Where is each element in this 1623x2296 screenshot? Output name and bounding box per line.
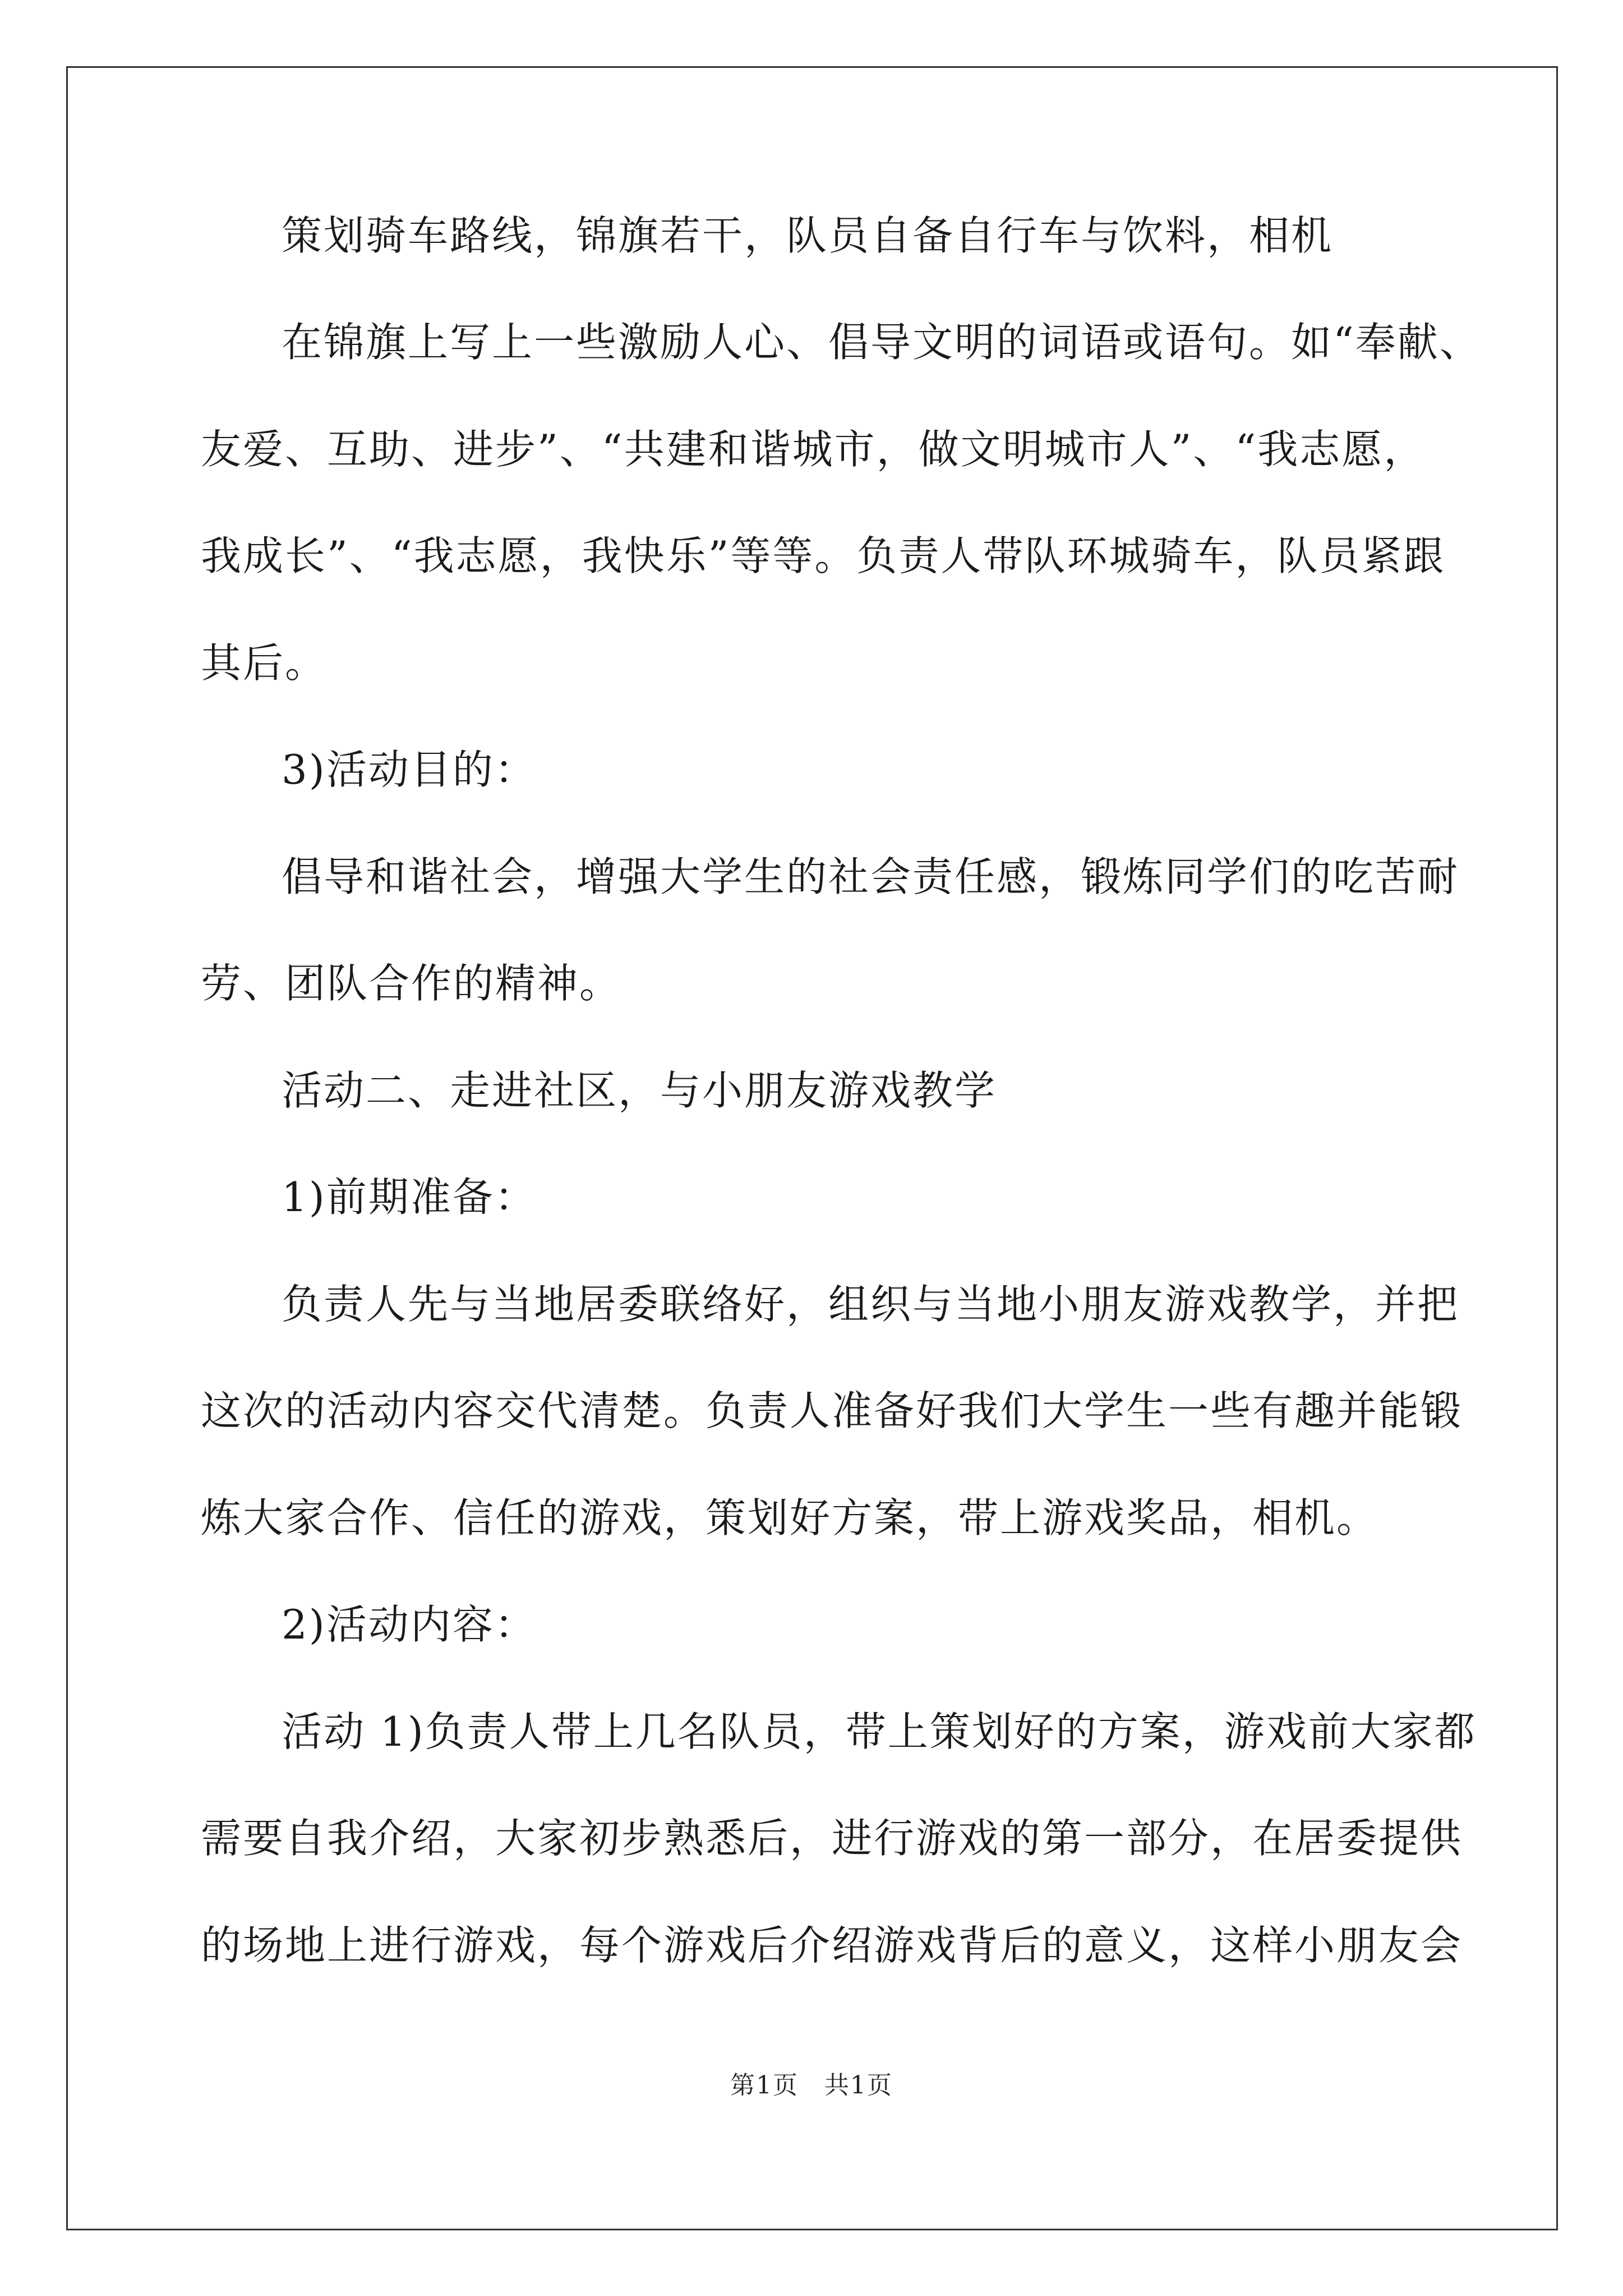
section-heading: 1)前期准备： xyxy=(282,1174,537,1221)
paragraph-line: 我成长”、“我志愿，我快乐”等等。负责人带队环城骑车，队员紧跟 xyxy=(201,532,1446,579)
paragraph-line: 需要自我介绍，大家初步熟悉后，进行游戏的第一部分，在居委提供 xyxy=(201,1815,1463,1862)
paragraph-line: 其后。 xyxy=(201,639,328,687)
section-heading: 活动二、走进社区，与小朋友游戏教学 xyxy=(282,1067,997,1114)
paragraph-line: 的场地上进行游戏，每个游戏后介绍游戏背后的意义，这样小朋友会 xyxy=(201,1922,1463,1969)
page-border xyxy=(66,66,1558,2230)
paragraph-line: 负责人先与当地居委联络好，组织与当地小朋友游戏教学，并把 xyxy=(282,1281,1460,1328)
paragraph-line: 活动 1)负责人带上几名队员，带上策划好的方案，游戏前大家都 xyxy=(282,1708,1477,1755)
paragraph-line: 策划骑车路线，锦旗若干，队员自备自行车与饮料，相机 xyxy=(282,212,1334,259)
paragraph-line: 倡导和谐社会，增强大学生的社会责任感，锻炼同学们的吃苦耐 xyxy=(282,853,1460,900)
paragraph-line: 友爱、互助、进步”、“共建和谐城市，做文明城市人”、“我志愿， xyxy=(201,426,1426,473)
page-number-footer: 第1页 共1页 xyxy=(730,2071,893,2100)
paragraph-line: 这次的活动内容交代清楚。负责人准备好我们大学生一些有趣并能锻 xyxy=(201,1387,1463,1434)
paragraph-line: 炼大家合作、信任的游戏，策划好方案，带上游戏奖品，相机。 xyxy=(201,1494,1379,1542)
paragraph-line: 在锦旗上写上一些激励人心、倡导文明的词语或语句。如“奉献、 xyxy=(282,319,1482,366)
section-heading: 2)活动内容： xyxy=(282,1601,537,1648)
paragraph-line: 劳、团队合作的精神。 xyxy=(201,960,622,1007)
section-heading: 3)活动目的： xyxy=(282,746,537,793)
